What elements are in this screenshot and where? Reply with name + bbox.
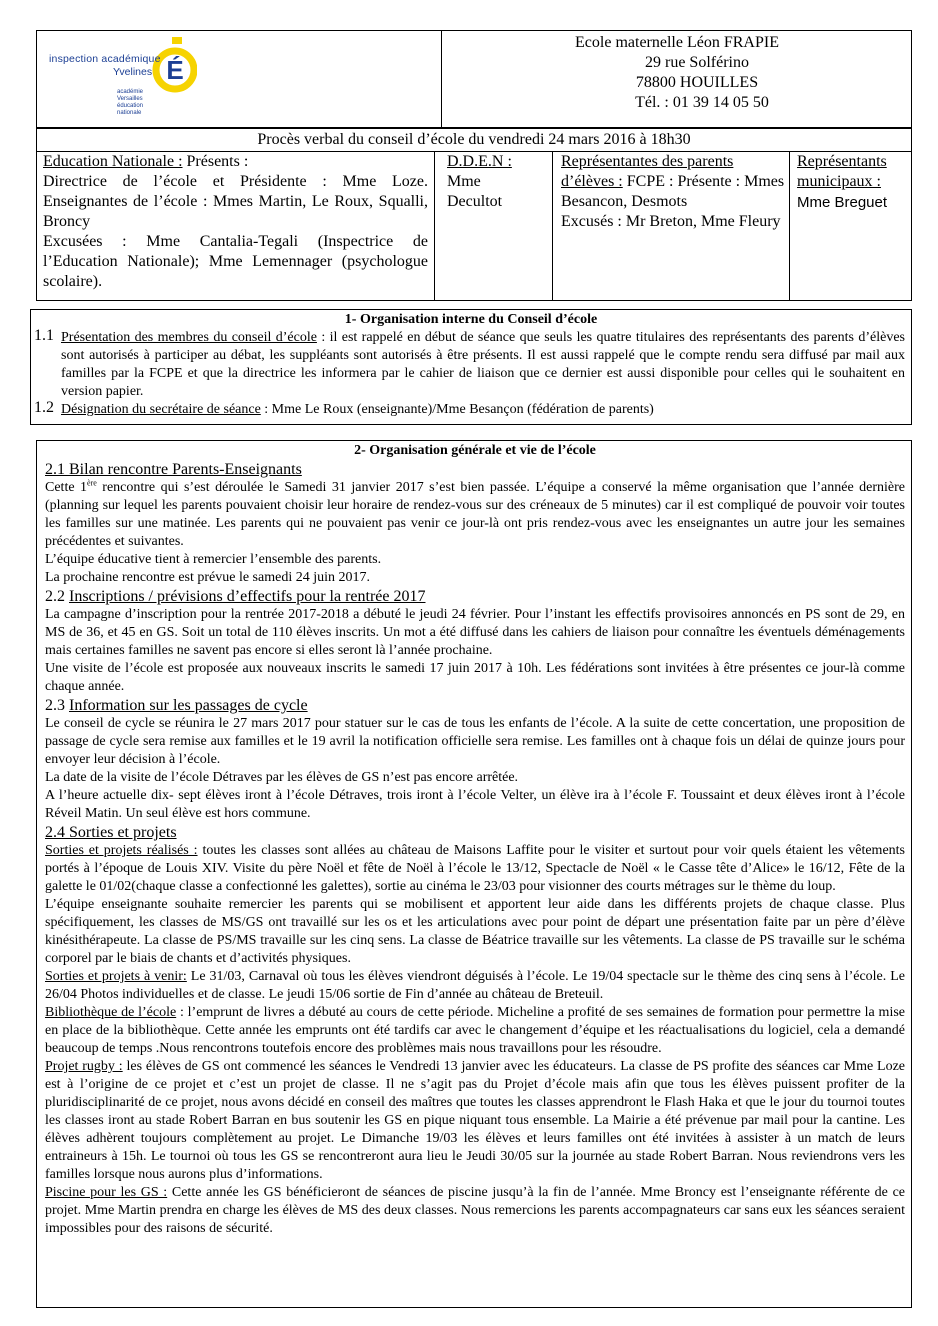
item-1-2 (31, 401, 911, 419)
item-1-1-title: Présentation des membres du conseil d’école (61, 330, 317, 345)
parents-label: Représentantes des parents d’élèves : (561, 153, 734, 190)
item-1-2-title: Désignation du secrétaire de séance (61, 402, 261, 417)
municipal-cell (790, 152, 911, 300)
s24-thanks: L’équipe enseignante souhaite remercier les parents qui se mobilisent et apportent leur aide dans les différents projets de chaque classe. Plus spécifiquement, les classes de MS/GS ont travaillé sur les os et les articulations avec pour point de départ une présentation faite par un père d’élève kinésithérapeute. La classe de PS/MS travaille sur les cinq sens. La classe de Béatrice travaille sur les vêtements. La classe de PS travaille sur le schéma corporel par le biais de chants et d’activités physiques. (45, 897, 905, 966)
parents-text1: FCPE : Présente : Mmes Besancon, Desmots (561, 173, 785, 210)
s22-title: Inscriptions / prévisions d’effectifs pour la rentrée 2017 (69, 588, 426, 605)
logo-line1: inspection académique (49, 53, 161, 65)
s24-piscine-label: Piscine pour les GS : (45, 1185, 168, 1200)
s24-rugby-label: Projet rugby : (45, 1059, 123, 1074)
logo-small-text (117, 89, 157, 117)
logo-small-3: éducation (117, 103, 144, 109)
logo-small-2: Versailles (117, 96, 143, 102)
s24-bibliotheque (45, 1004, 905, 1058)
s23-paragraph-2: La date de la visite de l’école Détraves par les élèves de GS n’est pas encore arrêtée. (45, 770, 519, 785)
school-phone: Tél. : 01 39 14 05 50 (635, 94, 769, 111)
section-1-heading: 1- Organisation interne du Conseil d’école (344, 312, 598, 327)
school-name: Ecole maternelle Léon FRAPIE (575, 34, 779, 51)
academy-e-logo-icon (147, 35, 197, 97)
s24-rugby (45, 1058, 905, 1184)
attendance-table (36, 128, 912, 301)
s23-title: Information sur les passages de cycle (69, 697, 308, 714)
s23-number: 2.3 (45, 697, 69, 714)
school-city: 78800 HOUILLES (635, 74, 759, 91)
s24-bibliotheque-label: Bibliothèque de l’école (45, 1005, 177, 1020)
document-title: Procès verbal du conseil d’école du vendredi 24 mars 2016 à 18h30 (37, 129, 911, 152)
letterhead (36, 30, 912, 128)
s21-p1b: rencontre qui s’est déroulée le Samedi 31 janvier 2017 s’est bien passée. L’équipe a conservé la même organisation que l’année dernière (planning sur lequel les parents pouvaient choisir leur horaire de rendez-vous sur des créneaux de 5 minutes) car il est compliqué de pouvoir voir toutes les familles sur une matinée. Les parents qui ne pouvaient pas venir ce jour-là ont pris rendez-vous avec les enseignantes un autre jour les semaines précédentes et suivantes. (45, 480, 906, 549)
logo-area (37, 31, 442, 127)
s21-p1a: Cette 1 (45, 480, 88, 495)
s24-realises (45, 842, 905, 896)
svg-text:É: É (166, 55, 184, 85)
item-1-1 (31, 329, 911, 401)
s24-a-venir-text: Le 31/03, Carnaval où tous les élèves viendront déguisés à l’école. Le 19/04 spectacle sur le thème des cinq sens à l’école. Le 26/04 Photos individuelles et de classe. Le jeudi 15/06 sortie de Fin d’année au château de Breteuil. (45, 969, 905, 1002)
item-1-1-text: : il est rappelé en début de séance que seuls les quatre titulaires des représentants des parents d’élèves sont autorisés à participer au débat, les suppléants sont autorisés à être présents. Il est aussi rappelé que le compte rendu sera diffusé par mail aux familles par la FCPE et que la directrice les informera par le cahier de liaison que ce dernier est aussi disponible pour celles qui le souhaitent en version papier. (61, 330, 905, 399)
logo-line2: Yvelines (113, 66, 153, 78)
logo-small-4: nationale (117, 110, 142, 116)
item-1-1-number: 1.1 (34, 327, 54, 344)
section-1 (30, 309, 912, 425)
muni-label: Représentants municipaux : (797, 153, 887, 190)
s23-paragraph-3: A l’heure actuelle dix- sept élèves iront à l’école Détraves, trois iront à l’école Velter, un élève ira à l’école F. Toussaint et deux élèves iront à l’école Réveil Matin. Un seul élève est hors commune. (45, 788, 905, 821)
parents-cell (553, 152, 790, 300)
section-2 (36, 440, 912, 1308)
s23-paragraph-1: Le conseil de cycle se réunira le 27 mars 2017 pour statuer sur le cas de tous les enfants de l’école. A la suite de cette concertation, une proposition de passage de cycle sera remise aux familles et le 19 avril la notification officielle sera remise. Les familles ont à chaque fois un délai de quinze jours pour envoyer leur décision à l’école. (45, 716, 905, 767)
item-1-2-text: : Mme Le Roux (enseignante)/Mme Besançon (fédération de parents) (260, 402, 654, 417)
s24-rugby-text: les élèves de GS ont commencé les séances le Vendredi 13 janvier avec les éducateurs. La classe de PS profite des séances car Mme Loze est à l’origine de ce projet et c’est un projet de classe. Il ne s’agit pas du Projet d’école mais afin que tous les élèves puissent profiter de la pluridisciplinarité de ce projet, nous avons décidé en conseil des maîtres que toutes les classes apprendront le Flash Haka et que le jour du tournoi toutes les classes iront au stade Robert Barran en bus soutenir les GS en pique niquant tous ensemble. La Mairie a été prévenue par mail pour la cantine. Les élèves adhèrent toujours complètement au projet. Le Dimanche 19/03 les élèves et leurs familles ont été invitées à assister à un match de leurs entraineurs à 15h. Le tournoi où tous les GS se rencontreront aura lieu le Jeudi 30/05 sur la journée au stade Robert Barran. Nous reviendrons vers les familles lorsque nous aurons plus d’informations. (45, 1059, 905, 1182)
s24-realises-label: Sorties et projets réalisés : (45, 843, 198, 858)
s21-p1sup: ère (87, 478, 97, 488)
s21-paragraph-2: L’équipe éducative tient à remercier l’ensemble des parents. (45, 552, 382, 567)
s24-bibliotheque-text: : l’emprunt de livres a débuté au cours de cette période. Micheline a profité de ses semaines de formation pour permettre la mise en place de la bibliothèque. Cette année les emprunts ont été tardifs car avec le changement d’équipe et les réactualisations du logiciel, cela a demandé beaucoup de temps .Nous rencontrons toutefois encore des problèmes mais nous travaillons pour les résoudre. (45, 1005, 905, 1056)
muni-text: Mme Breguet (797, 194, 888, 211)
s22-paragraph-1: La campagne d’inscription pour la rentrée 2017-2018 a débuté le jeudi 24 février. Pour l’instant les effectifs provisoires annoncés en PS sont de 29, en MS de 36, et 45 en GS. Soit un total de 110 élèves inscrits. Un mot a été diffusé dans les cahiers de liaison pour connaître les éventuels déménagements mais certaines familles ne savent pas encore si elles seront là l’année prochaine. (45, 607, 905, 658)
en-label: Education Nationale : (43, 153, 183, 170)
en-text1: Directrice de l’école et Présidente : Mme Loze. Enseignantes de l’école : Mmes Martin, Le Roux, Squalli, Broncy (43, 173, 428, 230)
school-address (442, 33, 912, 113)
section-2-heading: 2- Organisation générale et vie de l’école (354, 443, 596, 458)
s24-a-venir (45, 968, 905, 1004)
s22-number: 2.2 (45, 588, 69, 605)
s21-title: 2.1 Bilan rencontre Parents-Enseignants (45, 461, 302, 478)
dden-text: Mme Decultot (447, 173, 503, 210)
parents-text2: Excusés : Mr Breton, Mme Fleury (561, 213, 781, 230)
s24-realises-text: toutes les classes sont allées au château de Maisons Laffite pour le visiter et surtout pour voir quels étaient les vêtements portés à l’époque de Louis XIV. Visite du père Noël et fête de Noël à l’école le 13/12, Spectacle de Noël « le Casse tête d’Alice» le 16/12, Fête de la galette le 01/02(chaque classe a confectionné les galettes), sortie au cinéma le 23/03 pour visionner des courts métrages sur le thème du loup. (45, 843, 905, 894)
s24-title: 2.4 Sorties et projets (45, 824, 177, 841)
dden-label: D.D.E.N : (447, 153, 512, 170)
school-street: 29 rue Solférino (645, 54, 749, 71)
s24-piscine (45, 1184, 905, 1238)
s24-a-venir-label: Sorties et projets à venir: (45, 969, 187, 984)
dden-cell (441, 152, 553, 300)
education-nationale-cell (43, 152, 435, 300)
s21-paragraph-3: La prochaine rencontre est prévue le samedi 24 juin 2017. (45, 570, 370, 585)
s21-paragraph-1 (45, 479, 905, 551)
s22-paragraph-2: Une visite de l’école est proposée aux nouveaux inscrits le samedi 17 juin 2017 à 10h. Les fédérations sont invitées à être présentes ce jour-là comme chaque année. (45, 661, 905, 694)
logo-small-1: académie (117, 89, 144, 95)
en-text2: Excusées : Mme Cantalia-Tegali (Inspectrice de l’Education Nationale); Mme Lemennager (psychologue scolaire). (43, 233, 428, 290)
item-1-2-number: 1.2 (34, 399, 54, 416)
en-present: Présents : (182, 153, 249, 170)
s24-piscine-text: Cette année les GS bénéficieront de séances de piscine jusqu’à la fin de l’année. Mme Broncy est l’enseignante référente de ce projet. Mme Martin prendra en charge les élèves de MS des deux classes. Nous remercions les parents accompagnateurs car sans eux les séances seraient impossibles pour des raisons de sécurité. (45, 1185, 905, 1236)
